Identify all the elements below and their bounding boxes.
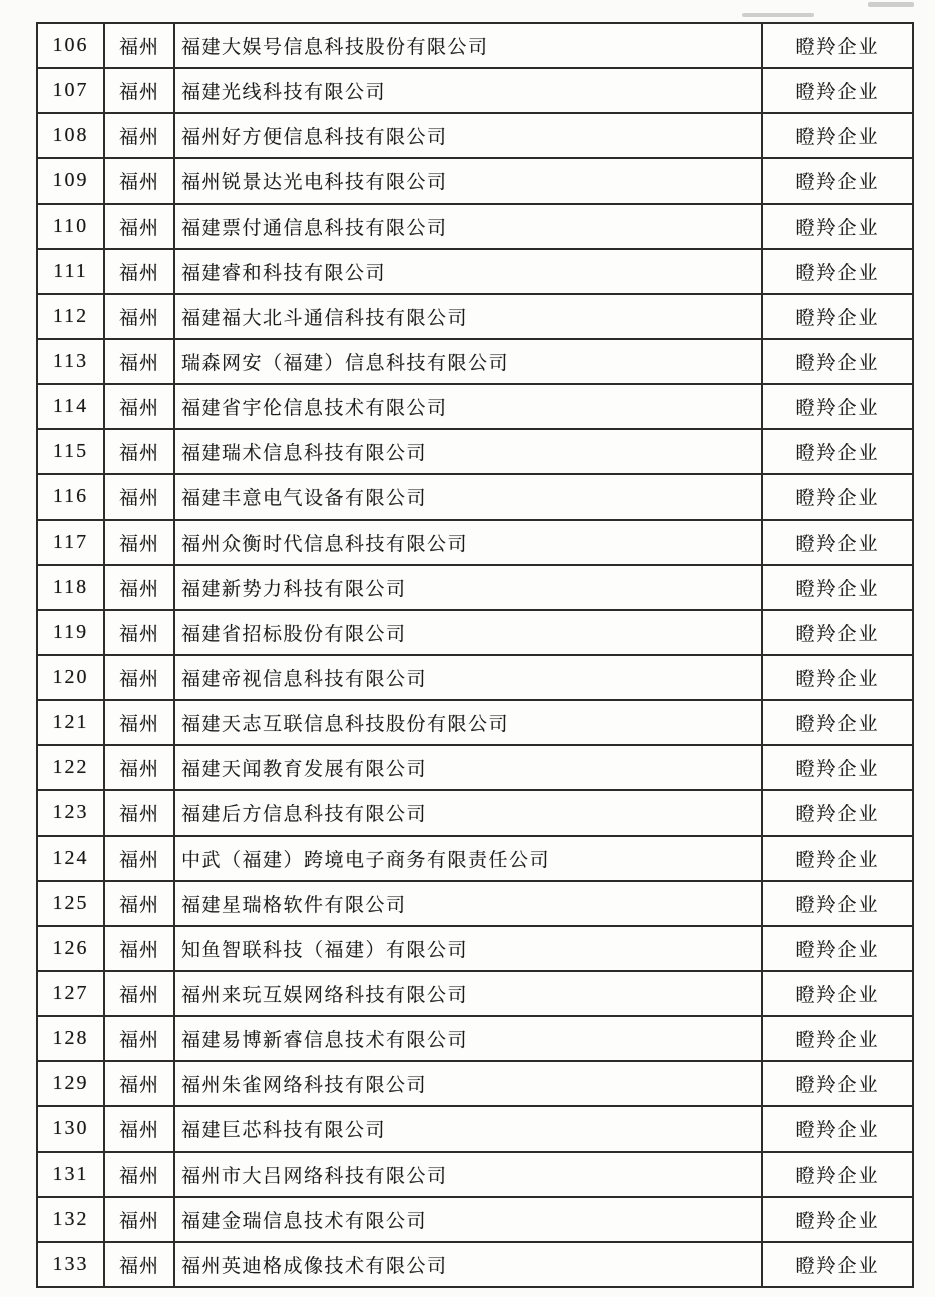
row-number-cell: 111 xyxy=(38,250,105,295)
row-number-cell: 132 xyxy=(38,1198,105,1243)
category-cell: 瞪羚企业 xyxy=(763,1243,914,1288)
company-name-cell: 福州朱雀网络科技有限公司 xyxy=(175,1062,763,1107)
row-number-cell: 110 xyxy=(38,205,105,250)
company-name-cell: 福建金瑞信息技术有限公司 xyxy=(175,1198,763,1243)
city-cell: 福州 xyxy=(105,385,175,430)
city-cell: 福州 xyxy=(105,972,175,1017)
company-name-cell: 福州锐景达光电科技有限公司 xyxy=(175,159,763,204)
row-number-cell: 107 xyxy=(38,69,105,114)
table-row xyxy=(38,430,914,475)
city-cell: 福州 xyxy=(105,882,175,927)
row-number-cell: 127 xyxy=(38,972,105,1017)
scan-artifact xyxy=(742,13,814,17)
category-cell: 瞪羚企业 xyxy=(763,1062,914,1107)
city-cell: 福州 xyxy=(105,1107,175,1152)
table-row xyxy=(38,114,914,159)
category-cell: 瞪羚企业 xyxy=(763,24,914,69)
row-number-cell: 123 xyxy=(38,791,105,836)
company-name-cell: 福建大娱号信息科技股份有限公司 xyxy=(175,24,763,69)
category-cell: 瞪羚企业 xyxy=(763,927,914,972)
city-cell: 福州 xyxy=(105,701,175,746)
company-name-cell: 中武（福建）跨境电子商务有限责任公司 xyxy=(175,837,763,882)
city-cell: 福州 xyxy=(105,340,175,385)
category-cell: 瞪羚企业 xyxy=(763,566,914,611)
row-number-cell: 130 xyxy=(38,1107,105,1152)
table-row xyxy=(38,159,914,204)
table-row xyxy=(38,746,914,791)
row-number-cell: 126 xyxy=(38,927,105,972)
row-number-cell: 133 xyxy=(38,1243,105,1288)
table-row xyxy=(38,340,914,385)
city-cell: 福州 xyxy=(105,1017,175,1062)
row-number-cell: 120 xyxy=(38,656,105,701)
city-cell: 福州 xyxy=(105,521,175,566)
row-number-cell: 112 xyxy=(38,295,105,340)
city-cell: 福州 xyxy=(105,746,175,791)
table-row xyxy=(38,972,914,1017)
category-cell: 瞪羚企业 xyxy=(763,521,914,566)
table-row xyxy=(38,656,914,701)
table-row xyxy=(38,1198,914,1243)
city-cell: 福州 xyxy=(105,69,175,114)
row-number-cell: 119 xyxy=(38,611,105,656)
company-name-cell: 福建光线科技有限公司 xyxy=(175,69,763,114)
city-cell: 福州 xyxy=(105,1198,175,1243)
table-row xyxy=(38,295,914,340)
category-cell: 瞪羚企业 xyxy=(763,340,914,385)
city-cell: 福州 xyxy=(105,656,175,701)
company-name-cell: 福建福大北斗通信科技有限公司 xyxy=(175,295,763,340)
row-number-cell: 129 xyxy=(38,1062,105,1107)
company-name-cell: 福建睿和科技有限公司 xyxy=(175,250,763,295)
city-cell: 福州 xyxy=(105,475,175,520)
table-row xyxy=(38,566,914,611)
row-number-cell: 116 xyxy=(38,475,105,520)
category-cell: 瞪羚企业 xyxy=(763,1107,914,1152)
city-cell: 福州 xyxy=(105,927,175,972)
company-name-cell: 福建易博新睿信息技术有限公司 xyxy=(175,1017,763,1062)
city-cell: 福州 xyxy=(105,159,175,204)
city-cell: 福州 xyxy=(105,205,175,250)
category-cell: 瞪羚企业 xyxy=(763,791,914,836)
row-number-cell: 122 xyxy=(38,746,105,791)
table-row xyxy=(38,69,914,114)
company-name-cell: 福州来玩互娱网络科技有限公司 xyxy=(175,972,763,1017)
city-cell: 福州 xyxy=(105,250,175,295)
row-number-cell: 115 xyxy=(38,430,105,475)
city-cell: 福州 xyxy=(105,24,175,69)
company-name-cell: 瑞森网安（福建）信息科技有限公司 xyxy=(175,340,763,385)
company-name-cell: 福建天闻教育发展有限公司 xyxy=(175,746,763,791)
city-cell: 福州 xyxy=(105,611,175,656)
category-cell: 瞪羚企业 xyxy=(763,430,914,475)
city-cell: 福州 xyxy=(105,114,175,159)
row-number-cell: 125 xyxy=(38,882,105,927)
row-number-cell: 124 xyxy=(38,837,105,882)
company-name-cell: 福建巨芯科技有限公司 xyxy=(175,1107,763,1152)
table-row xyxy=(38,385,914,430)
category-cell: 瞪羚企业 xyxy=(763,69,914,114)
company-name-cell: 福建天志互联信息科技股份有限公司 xyxy=(175,701,763,746)
city-cell: 福州 xyxy=(105,295,175,340)
category-cell: 瞪羚企业 xyxy=(763,972,914,1017)
company-name-cell: 福建省招标股份有限公司 xyxy=(175,611,763,656)
company-name-cell: 福州好方便信息科技有限公司 xyxy=(175,114,763,159)
table-row xyxy=(38,791,914,836)
category-cell: 瞪羚企业 xyxy=(763,159,914,204)
row-number-cell: 117 xyxy=(38,521,105,566)
table-row xyxy=(38,611,914,656)
category-cell: 瞪羚企业 xyxy=(763,295,914,340)
company-name-cell: 福州众衡时代信息科技有限公司 xyxy=(175,521,763,566)
table-row xyxy=(38,1107,914,1152)
city-cell: 福州 xyxy=(105,791,175,836)
company-name-cell: 福建丰意电气设备有限公司 xyxy=(175,475,763,520)
row-number-cell: 128 xyxy=(38,1017,105,1062)
row-number-cell: 113 xyxy=(38,340,105,385)
company-list-table xyxy=(36,22,914,1288)
category-cell: 瞪羚企业 xyxy=(763,205,914,250)
category-cell: 瞪羚企业 xyxy=(763,656,914,701)
table-row xyxy=(38,205,914,250)
category-cell: 瞪羚企业 xyxy=(763,385,914,430)
category-cell: 瞪羚企业 xyxy=(763,1153,914,1198)
category-cell: 瞪羚企业 xyxy=(763,114,914,159)
scan-artifact xyxy=(868,2,914,7)
city-cell: 福州 xyxy=(105,1153,175,1198)
table-row xyxy=(38,250,914,295)
table-row xyxy=(38,837,914,882)
city-cell: 福州 xyxy=(105,430,175,475)
table-row xyxy=(38,475,914,520)
company-name-cell: 福建新势力科技有限公司 xyxy=(175,566,763,611)
category-cell: 瞪羚企业 xyxy=(763,882,914,927)
row-number-cell: 121 xyxy=(38,701,105,746)
city-cell: 福州 xyxy=(105,566,175,611)
table-row xyxy=(38,521,914,566)
company-name-cell: 福建星瑞格软件有限公司 xyxy=(175,882,763,927)
company-name-cell: 知鱼智联科技（福建）有限公司 xyxy=(175,927,763,972)
company-name-cell: 福建帝视信息科技有限公司 xyxy=(175,656,763,701)
company-name-cell: 福建后方信息科技有限公司 xyxy=(175,791,763,836)
category-cell: 瞪羚企业 xyxy=(763,475,914,520)
table-row xyxy=(38,1062,914,1107)
company-name-cell: 福建票付通信息科技有限公司 xyxy=(175,205,763,250)
table-row xyxy=(38,927,914,972)
table-row xyxy=(38,1243,914,1288)
row-number-cell: 109 xyxy=(38,159,105,204)
table-row xyxy=(38,1153,914,1198)
table-row xyxy=(38,1017,914,1062)
company-name-cell: 福州英迪格成像技术有限公司 xyxy=(175,1243,763,1288)
category-cell: 瞪羚企业 xyxy=(763,837,914,882)
company-name-cell: 福建瑞术信息科技有限公司 xyxy=(175,430,763,475)
city-cell: 福州 xyxy=(105,1062,175,1107)
row-number-cell: 131 xyxy=(38,1153,105,1198)
table-row xyxy=(38,701,914,746)
company-name-cell: 福州市大吕网络科技有限公司 xyxy=(175,1153,763,1198)
category-cell: 瞪羚企业 xyxy=(763,250,914,295)
row-number-cell: 118 xyxy=(38,566,105,611)
category-cell: 瞪羚企业 xyxy=(763,1198,914,1243)
row-number-cell: 114 xyxy=(38,385,105,430)
company-name-cell: 福建省宇伦信息技术有限公司 xyxy=(175,385,763,430)
category-cell: 瞪羚企业 xyxy=(763,611,914,656)
table-row xyxy=(38,24,914,69)
table-row xyxy=(38,882,914,927)
category-cell: 瞪羚企业 xyxy=(763,1017,914,1062)
city-cell: 福州 xyxy=(105,1243,175,1288)
row-number-cell: 108 xyxy=(38,114,105,159)
category-cell: 瞪羚企业 xyxy=(763,701,914,746)
row-number-cell: 106 xyxy=(38,24,105,69)
category-cell: 瞪羚企业 xyxy=(763,746,914,791)
city-cell: 福州 xyxy=(105,837,175,882)
